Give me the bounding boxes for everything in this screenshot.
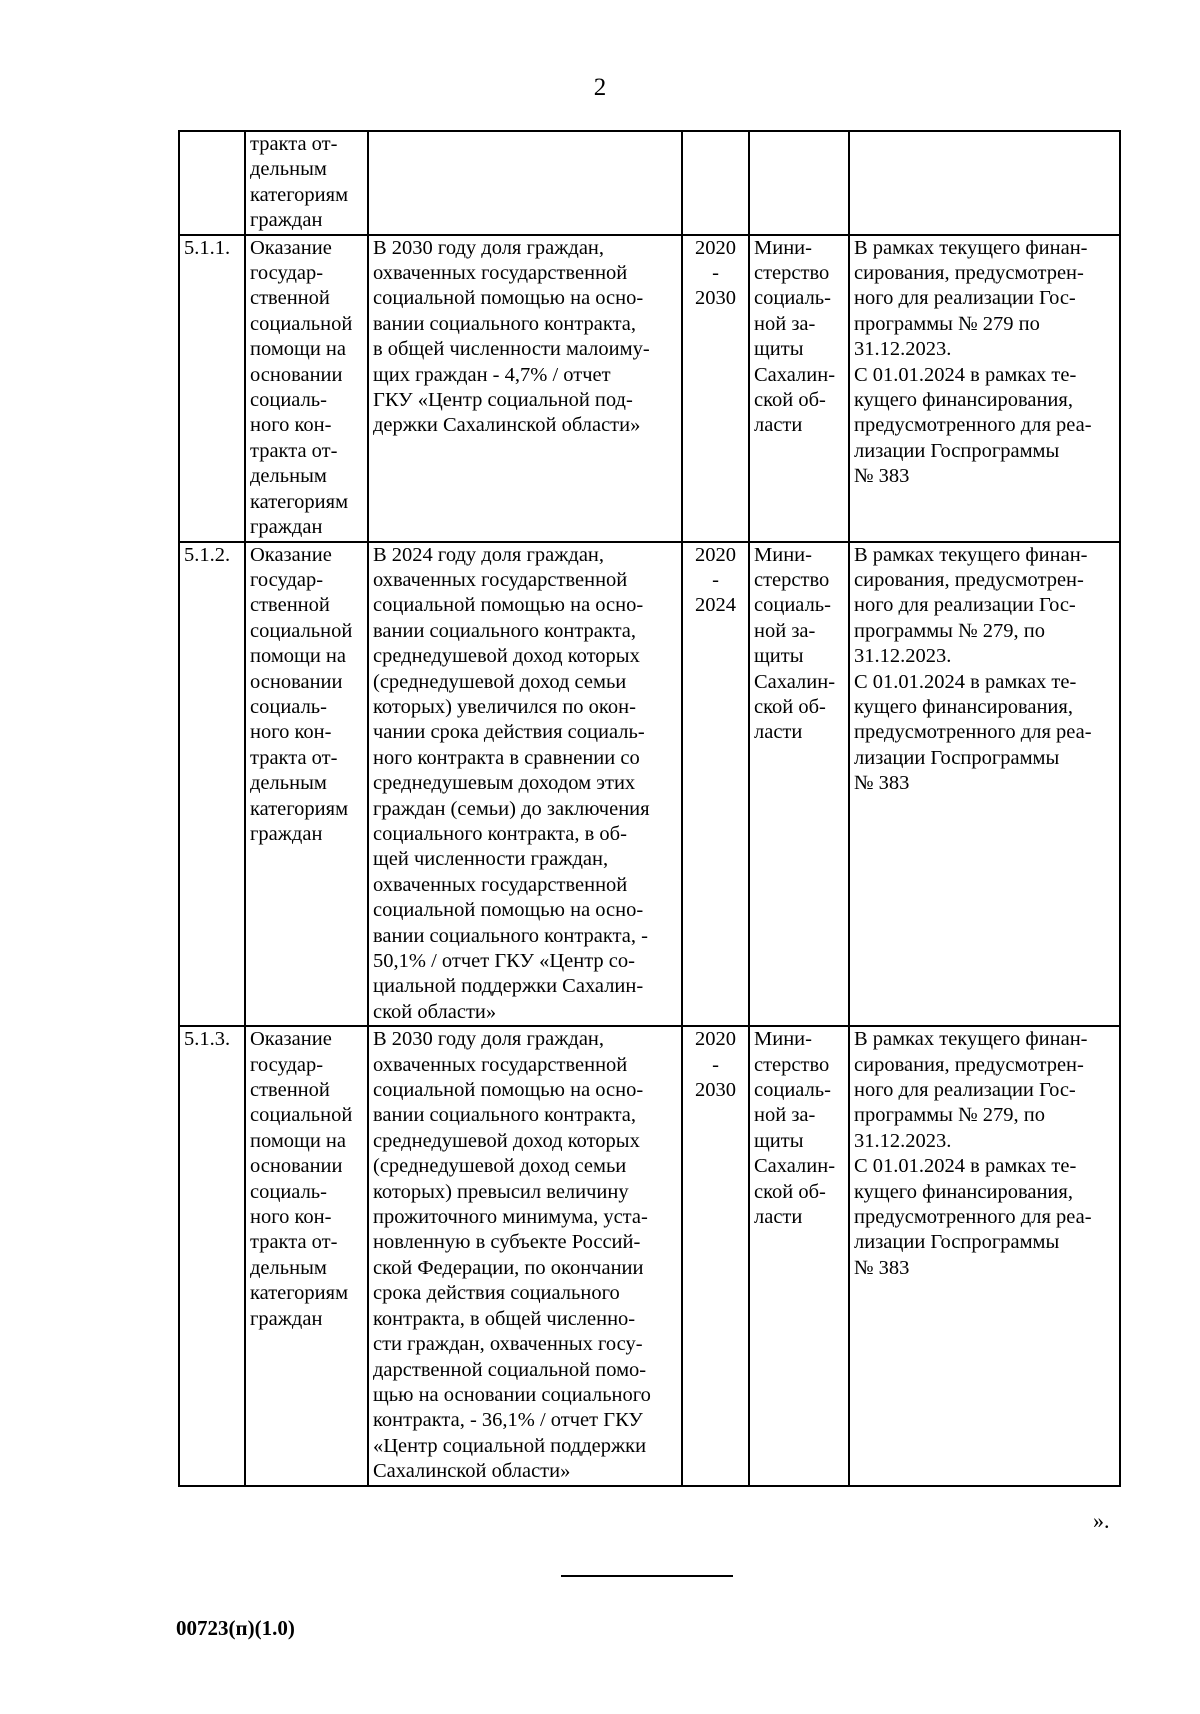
cell-event	[245, 131, 368, 235]
cell-line: ской об-	[754, 389, 826, 412]
cell-line: дельным	[250, 772, 327, 795]
cell-line: вании социального контракта,	[373, 619, 637, 642]
cell-line: граждан	[250, 209, 323, 232]
cell-line: граждан	[250, 516, 323, 539]
cell-line: ного кон-	[250, 414, 332, 437]
cell-line: 50,1% / отчет ГКУ «Центр со-	[373, 950, 635, 972]
cell-period	[682, 131, 749, 235]
cell-line: программы № 279, по	[854, 619, 1045, 642]
table-row	[179, 542, 1120, 1027]
cell-line: 31.12.2023.	[854, 1129, 952, 1152]
cell-line: В рамках текущего финан-	[854, 236, 1088, 259]
cell-line: социальной	[250, 619, 353, 642]
cell-line: Сахалинской области»	[373, 1460, 571, 1483]
cell-line: Мини-	[754, 236, 812, 259]
cell-line: С 01.01.2024 в рамках те-	[854, 1155, 1077, 1178]
cell-line: ного для реализации Гос-	[854, 287, 1076, 310]
cell-line: лизации Госпрограммы	[854, 1231, 1060, 1254]
cell-line: -	[712, 1053, 719, 1076]
cell-executor	[749, 131, 849, 235]
cell-funding	[849, 542, 1120, 1027]
cell-line: контракта, в общей численно-	[373, 1307, 636, 1330]
cell-executor	[749, 235, 849, 542]
cell-line: 2024	[695, 594, 736, 617]
cell-line: Мини-	[754, 1028, 812, 1051]
cell-line: 2020	[695, 1028, 736, 1051]
cell-line: помощи на	[250, 1129, 347, 1152]
cell-line: лизации Госпрограммы	[854, 746, 1060, 769]
cell-line: тракта от-	[250, 1231, 338, 1254]
cell-indicator	[368, 542, 682, 1027]
cell-event	[245, 542, 368, 1027]
cell-line: вании социального контракта,	[373, 312, 637, 335]
cell-line: дельным	[250, 158, 327, 181]
table-row	[179, 131, 1120, 235]
cell-line: сирования, предусмотрен-	[854, 1053, 1084, 1076]
cell-line: тракта от-	[250, 746, 338, 769]
cell-line: ного контракта в сравнении со	[373, 746, 640, 769]
cell-line: которых) увеличился по окон-	[373, 695, 636, 718]
cell-line: категориям	[250, 183, 349, 206]
cell-line: стерство	[754, 568, 830, 591]
cell-line: граждан	[250, 1307, 323, 1330]
cell-line: «Центр социальной поддержки	[373, 1434, 647, 1457]
cell-line: программы № 279, по	[854, 1104, 1045, 1127]
cell-line: программы № 279 по	[854, 312, 1040, 335]
cell-line: щих граждан - 4,7% / отчет	[373, 363, 611, 386]
cell-indicator	[368, 131, 682, 235]
measures-table	[178, 130, 1121, 1487]
cell-line: В 2024 году доля граждан,	[373, 543, 605, 566]
cell-line: дельным	[250, 1256, 327, 1279]
cell-line: социаль-	[250, 1180, 327, 1203]
cell-number: 5.1.1.	[179, 235, 245, 542]
cell-period	[682, 542, 749, 1027]
cell-line: вании социального контракта, -	[373, 924, 648, 947]
cell-line: 31.12.2023.	[854, 338, 952, 361]
cell-line: Сахалин-	[754, 363, 836, 386]
cell-line: ной за-	[754, 619, 816, 642]
cell-line: Оказание	[250, 543, 332, 566]
cell-line: среднедушевой доход которых	[373, 1129, 640, 1152]
table-body	[179, 131, 1120, 1486]
cell-number: 5.1.3.	[179, 1026, 245, 1485]
cell-line: С 01.01.2024 в рамках те-	[854, 670, 1077, 693]
cell-line: категориям	[250, 490, 349, 513]
cell-line: № 383	[854, 772, 910, 795]
cell-line: ственной	[250, 287, 330, 310]
cell-line: ственной	[250, 1079, 330, 1102]
cell-line: кущего финансирования,	[854, 389, 1073, 412]
cell-line: ской об-	[754, 695, 826, 718]
cell-line: ного для реализации Гос-	[854, 594, 1076, 617]
table-row	[179, 235, 1120, 542]
cell-line: охваченных государственной	[373, 1053, 628, 1076]
cell-number: 5.1.2.	[179, 542, 245, 1027]
cell-line: стерство	[754, 1053, 830, 1076]
cell-line: ласти	[754, 721, 803, 744]
cell-line: 31.12.2023.	[854, 645, 952, 668]
cell-line: В 2030 году доля граждан,	[373, 1028, 605, 1051]
cell-line: срока действия социального	[373, 1282, 620, 1305]
table-row	[179, 1026, 1120, 1485]
cell-line: охваченных государственной	[373, 262, 628, 285]
cell-line: щиты	[754, 1129, 804, 1152]
cell-line: сирования, предусмотрен-	[854, 568, 1084, 591]
cell-line: дарственной социальной помо-	[373, 1358, 647, 1381]
cell-line: основании	[250, 670, 343, 693]
cell-line: ного кон-	[250, 1206, 332, 1229]
cell-line: щиты	[754, 338, 804, 361]
cell-line: Оказание	[250, 236, 332, 259]
cell-line: предусмотренного для реа-	[854, 414, 1092, 437]
cell-funding	[849, 235, 1120, 542]
cell-line: ной за-	[754, 1104, 816, 1127]
cell-period	[682, 1026, 749, 1485]
cell-line: социального контракта, в об-	[373, 822, 627, 845]
cell-number	[179, 131, 245, 235]
cell-line: среднедушевым доходом этих	[373, 772, 636, 795]
cell-line: в общей численности малоиму-	[373, 338, 650, 361]
cell-line: ного для реализации Гос-	[854, 1079, 1076, 1102]
cell-line: социальной помощью на осно-	[373, 1079, 644, 1102]
cell-line: щиты	[754, 645, 804, 668]
cell-line: В рамках текущего финан-	[854, 543, 1088, 566]
cell-line: (среднедушевой доход семьи	[373, 1155, 627, 1178]
cell-line: стерство	[754, 262, 830, 285]
cell-indicator	[368, 235, 682, 542]
cell-line: Сахалин-	[754, 1155, 836, 1178]
cell-funding	[849, 1026, 1120, 1485]
cell-line: 2020	[695, 543, 736, 566]
cell-line: 2020	[695, 236, 736, 259]
cell-line: циальной поддержки Сахалин-	[373, 975, 644, 998]
document-code: 00723(п)(1.0)	[176, 1616, 295, 1640]
cell-line: ласти	[754, 414, 803, 437]
cell-line: ской Федерации, по окончании	[373, 1256, 644, 1279]
cell-line: социальной помощью на осно-	[373, 899, 644, 922]
cell-executor	[749, 1026, 849, 1485]
cell-line: социаль-	[250, 389, 327, 412]
cell-line: щей численности граждан,	[373, 848, 609, 871]
cell-line: граждан (семьи) до заключения	[373, 797, 650, 820]
cell-line: среднедушевой доход которых	[373, 645, 640, 668]
cell-line: (среднедушевой доход семьи	[373, 670, 627, 693]
cell-line: тракта от-	[250, 439, 338, 462]
cell-line: ской об-	[754, 1180, 826, 1203]
closing-quote: ».	[1093, 1508, 1110, 1533]
cell-line: Мини-	[754, 543, 812, 566]
cell-line: кущего финансирования,	[854, 1180, 1073, 1203]
cell-line: ГКУ «Центр социальной под-	[373, 389, 633, 412]
cell-line: ного кон-	[250, 721, 332, 744]
cell-line: Сахалин-	[754, 670, 836, 693]
cell-line: контракта, - 36,1% / отчет ГКУ	[373, 1409, 643, 1432]
cell-line: держки Сахалинской области»	[373, 414, 641, 437]
cell-line: кущего финансирования,	[854, 695, 1073, 718]
separator-line	[561, 1575, 733, 1577]
cell-line: социаль-	[754, 1079, 831, 1102]
cell-line: граждан	[250, 822, 323, 845]
cell-line: ной за-	[754, 312, 816, 335]
cell-period	[682, 235, 749, 542]
page-number: 2	[593, 74, 607, 101]
cell-funding	[849, 131, 1120, 235]
cell-line: -	[712, 568, 719, 591]
cell-line: основании	[250, 1155, 343, 1178]
cell-line: сти граждан, охваченных госу-	[373, 1333, 643, 1356]
cell-line: тракта от-	[250, 133, 338, 155]
cell-line: ской области»	[373, 1000, 497, 1023]
cell-line: сирования, предусмотрен-	[854, 262, 1084, 285]
cell-line: -	[712, 262, 719, 285]
cell-line: 2030	[695, 1079, 736, 1102]
cell-line: новленную в субъекте Россий-	[373, 1231, 641, 1254]
cell-indicator	[368, 1026, 682, 1485]
cell-line: категориям	[250, 1282, 349, 1305]
cell-line: вании социального контракта,	[373, 1104, 637, 1127]
cell-line: В рамках текущего финан-	[854, 1028, 1088, 1051]
cell-line: № 383	[854, 465, 910, 488]
cell-event	[245, 1026, 368, 1485]
cell-executor	[749, 542, 849, 1027]
cell-line: чании срока действия социаль-	[373, 721, 645, 744]
cell-line: В 2030 году доля граждан,	[373, 236, 605, 259]
cell-line: ственной	[250, 594, 330, 617]
cell-line: 2030	[695, 287, 736, 310]
cell-line: государ-	[250, 262, 324, 285]
cell-line: социаль-	[754, 594, 831, 617]
cell-line: предусмотренного для реа-	[854, 721, 1092, 744]
cell-line: социальной	[250, 1104, 353, 1127]
cell-event	[245, 235, 368, 542]
cell-line: охваченных государственной	[373, 568, 628, 591]
cell-line: лизации Госпрограммы	[854, 439, 1060, 462]
cell-line: социальной помощью на осно-	[373, 594, 644, 617]
cell-line: социаль-	[250, 695, 327, 718]
cell-line: помощи на	[250, 645, 347, 668]
cell-line: основании	[250, 363, 343, 386]
cell-line: дельным	[250, 465, 327, 488]
cell-line: № 383	[854, 1256, 910, 1279]
cell-line: прожиточного минимума, уста-	[373, 1206, 648, 1229]
cell-line: социальной	[250, 312, 353, 335]
cell-line: категориям	[250, 797, 349, 820]
cell-line: С 01.01.2024 в рамках те-	[854, 363, 1077, 386]
cell-line: социальной помощью на осно-	[373, 287, 644, 310]
cell-line: государ-	[250, 568, 324, 591]
cell-line: щью на основании социального	[373, 1383, 651, 1406]
cell-line: Оказание	[250, 1028, 332, 1051]
cell-line: помощи на	[250, 338, 347, 361]
cell-line: социаль-	[754, 287, 831, 310]
cell-line: предусмотренного для реа-	[854, 1206, 1092, 1229]
cell-line: ласти	[754, 1206, 803, 1229]
cell-line: которых) превысил величину	[373, 1180, 629, 1203]
cell-line: государ-	[250, 1053, 324, 1076]
cell-line: охваченных государственной	[373, 873, 628, 896]
